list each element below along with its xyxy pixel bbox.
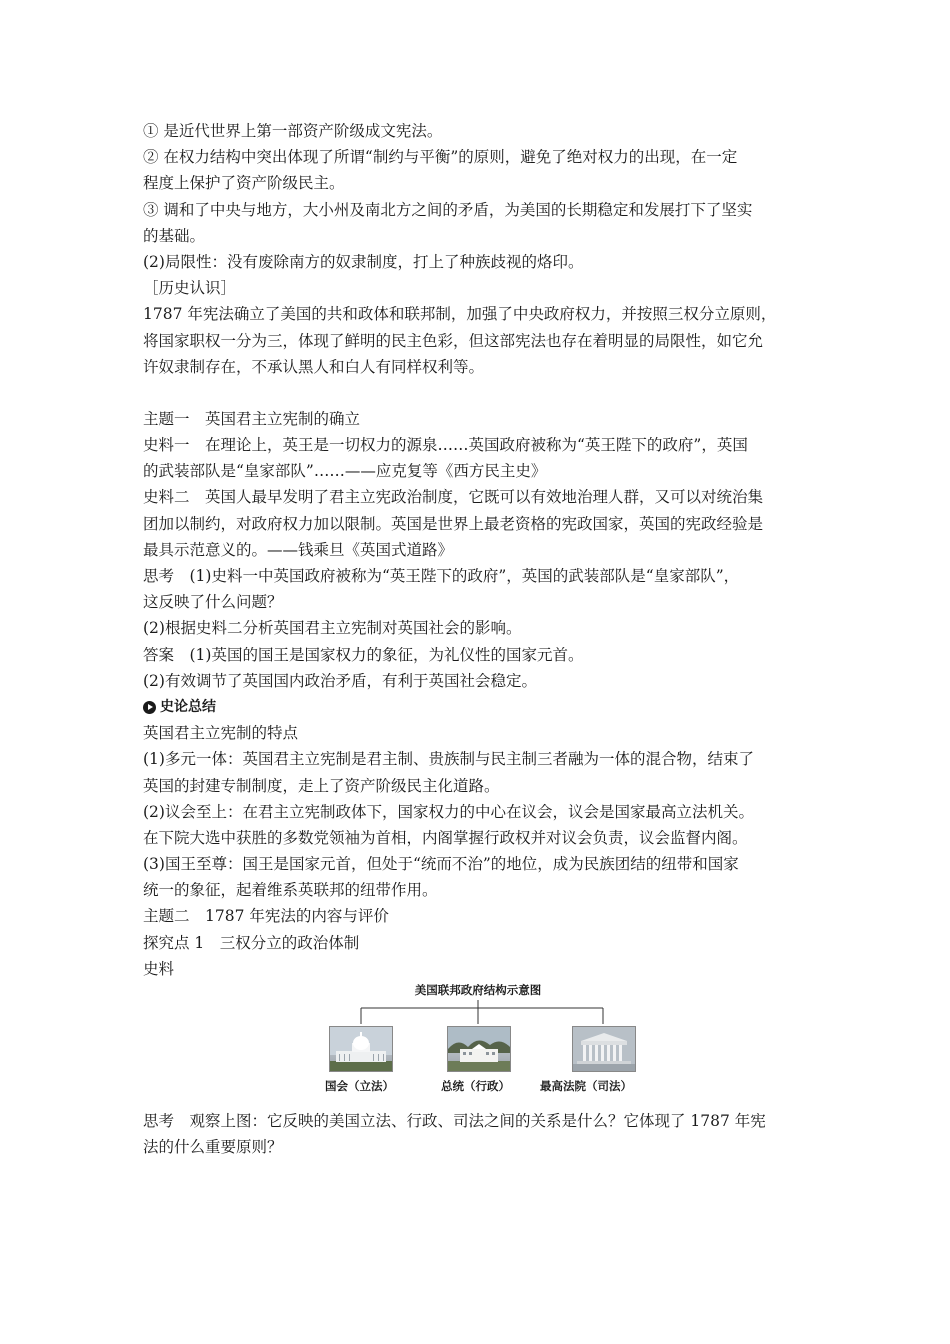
text-line: (2)有效调节了英国国内政治矛盾，有利于英国社会稳定。 [143, 671, 537, 690]
section-topic-one [143, 406, 818, 694]
text-line: 答案 (1)英国的国王是国家权力的象征，为礼仪性的国家元首。 [143, 645, 584, 664]
connector-lines [143, 982, 818, 1032]
white-house-image [447, 1026, 511, 1072]
exploration-point-heading: 探究点 1 三权分立的政治体制 [143, 933, 360, 952]
spacer [143, 380, 818, 406]
text-line: (2)局限性：没有废除南方的奴隶制度，打上了种族歧视的烙印。 [143, 252, 584, 271]
text-line: 这反映了什么问题？ [143, 593, 283, 612]
text-line: (3)国王至尊：国王是国家元首，但处于“统而不治”的地位，成为民族团结的纽带和国家 [143, 855, 739, 874]
text-line: 思考 (1)史料一中英国政府被称为“英王陛下的政府”，英国的武装部队是“皇家部队”， [143, 567, 740, 585]
text-line: 程度上保护了资产阶级民主。 [143, 174, 345, 193]
text-line: ③ 调和了中央与地方，大小州及南北方之间的矛盾，为美国的长期稳定和发展打下了坚实 [143, 200, 753, 219]
document-page [143, 118, 818, 1160]
text-line: 英国君主立宪制的特点 [143, 724, 299, 743]
text-line: ② 在权力结构中突出体现了所谓“制约与平衡”的原则，避免了绝对权力的出现，在一定 [143, 148, 738, 167]
text-line: 英国的封建专制制度，走上了资产阶级民主化道路。 [143, 776, 500, 795]
text-line: (2)议会至上：在君主立宪制政体下，国家权力的中心在议会，议会是国家最高立法机关。 [143, 802, 754, 821]
text-line: 在下院大选中获胜的多数党领袖为首相，内阁掌握行政权并对议会负责，议会监督内阁。 [143, 828, 748, 847]
text-line: (1)多元一体：英国君主立宪制是君主制、贵族制与民主制三者融为一体的混合物，结束了 [143, 750, 754, 769]
play-circle-icon [143, 701, 156, 714]
figure-title: 美国联邦政府结构示意图 [414, 983, 542, 997]
section-question [143, 1108, 818, 1160]
text-line: ① 是近代世界上第一部资产阶级成文宪法。 [143, 122, 443, 140]
congress-caption: 国会（立法） [325, 1079, 394, 1093]
text-line: 最具示范意义的。——钱乘旦《英国式道路》 [143, 540, 454, 559]
text-line: 史料一 在理论上，英王是一切权力的源泉……英国政府被称为“英王陛下的政府”，英国 [143, 436, 748, 455]
summary-heading-label: 史论总结 [160, 698, 216, 715]
topic-two-heading: 主题二 1787 年宪法的内容与评价 [143, 907, 389, 926]
section-summary [143, 720, 818, 982]
summary-heading [143, 694, 818, 720]
president-caption: 总统（行政） [441, 1079, 510, 1093]
text-line: 将国家职权一分为三，体现了鲜明的民主色彩，但这部宪法也存在着明显的局限性，如它允 [143, 331, 764, 350]
text-line: 团加以制约，对政府权力加以限制。英国是世界上最老资格的宪政国家，英国的宪政经验是 [143, 514, 764, 533]
text-line: 思考 观察上图：它反映的美国立法、行政、司法之间的关系是什么？它体现了 1787 年宪 [143, 1112, 766, 1130]
text-line: 史料二 英国人最早发明了君主立宪政治制度，它既可以有效地治理人群，又可以对统治集 [143, 488, 764, 507]
text-line: 1787 年宪法确立了美国的共和政体和联邦制，加强了中央政府权力，并按照三权分立原则， [143, 305, 777, 324]
supreme-court-caption: 最高法院（司法） [540, 1079, 632, 1093]
section-constitution-evaluation [143, 118, 818, 380]
text-line: 法的什么重要原则？ [143, 1138, 283, 1157]
text-line: 的武装部队是“皇家部队”……——应克复等《西方民主史》 [143, 462, 547, 481]
topic-one-heading: 主题一 英国君主立宪制的确立 [143, 409, 361, 428]
text-line: 的基础。 [143, 226, 206, 245]
text-line: 许奴隶制存在，不承认黑人和白人有同样权利等。 [143, 357, 485, 376]
federal-government-structure-figure [143, 982, 818, 1108]
history-understanding-heading: ［历史认识］ [143, 279, 237, 298]
supreme-court-image [572, 1026, 636, 1072]
text-line: 统一的象征，起着维系英联邦的纽带作用。 [143, 881, 438, 900]
text-line: (2)根据史料二分析英国君主立宪制对英国社会的影响。 [143, 619, 522, 638]
capitol-building-image [329, 1026, 393, 1072]
text-line: 史料 [143, 959, 175, 978]
